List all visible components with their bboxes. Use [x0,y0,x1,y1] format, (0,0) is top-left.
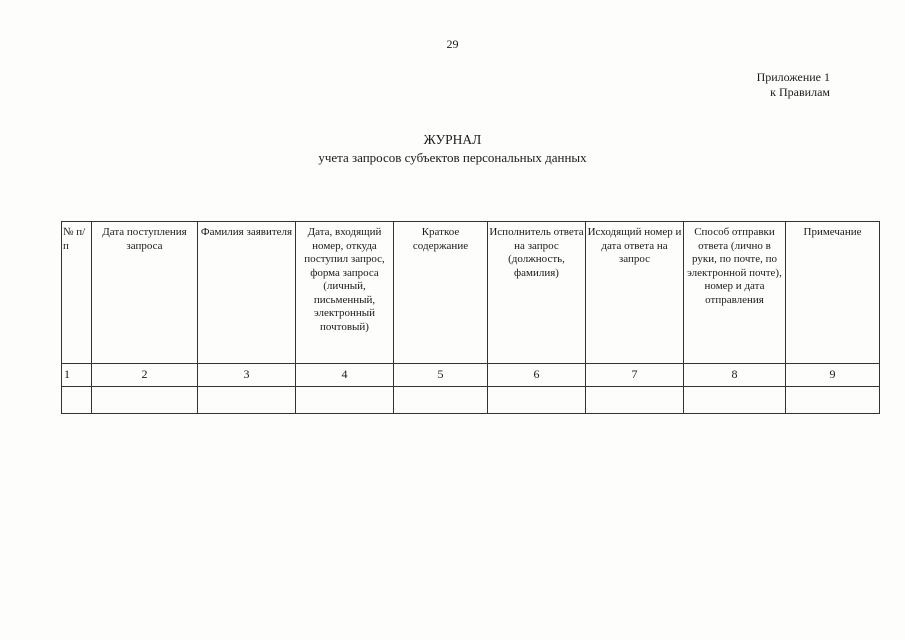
table-cell [586,387,684,414]
appendix-line-2: к Правилам [770,85,830,99]
header-cell-note: Примечание [786,222,880,364]
header-cell-summary: Краткое содержание [394,222,488,364]
appendix-note [700,70,830,100]
column-number-cell: 4 [296,364,394,387]
table-cell [488,387,586,414]
column-number-cell: 7 [586,364,684,387]
column-number-cell: 1 [62,364,92,387]
table-cell [394,387,488,414]
document-subtitle: учета запросов субъектов персональных данных [318,150,587,165]
document-title: ЖУРНАЛ [423,132,482,147]
column-number-cell: 2 [92,364,198,387]
header-cell-receipt-date: Дата поступления запроса [92,222,198,364]
column-number-cell: 3 [198,364,296,387]
column-number-cell: 5 [394,364,488,387]
table-cell [62,387,92,414]
journal-table [61,221,880,414]
header-cell-number: № п/п [62,222,92,364]
table-cell [198,387,296,414]
table-cell [296,387,394,414]
appendix-line-1: Приложение 1 [756,70,830,84]
page-number: 29 [446,37,459,51]
table-cell [786,387,880,414]
column-number-cell: 9 [786,364,880,387]
header-row [62,222,880,364]
column-number-row [62,364,880,387]
header-cell-outgoing-details: Исходящий номер и дата ответа на запрос [586,222,684,364]
column-number-cell: 8 [684,364,786,387]
header-cell-executor: Исполнитель ответа на запрос (должность, фамилия) [488,222,586,364]
header-cell-delivery-method: Способ отправки ответа (лично в руки, по почте, по электронной почте), номер и дата отправления [684,222,786,364]
table-cell [684,387,786,414]
column-number-cell: 6 [488,364,586,387]
header-cell-incoming-details: Дата, входящий номер, откуда поступил запрос, форма запроса (личный, письменный, электронный почтовый) [296,222,394,364]
header-cell-applicant-surname: Фамилия заявителя [198,222,296,364]
table-row [62,387,880,414]
table-cell [92,387,198,414]
